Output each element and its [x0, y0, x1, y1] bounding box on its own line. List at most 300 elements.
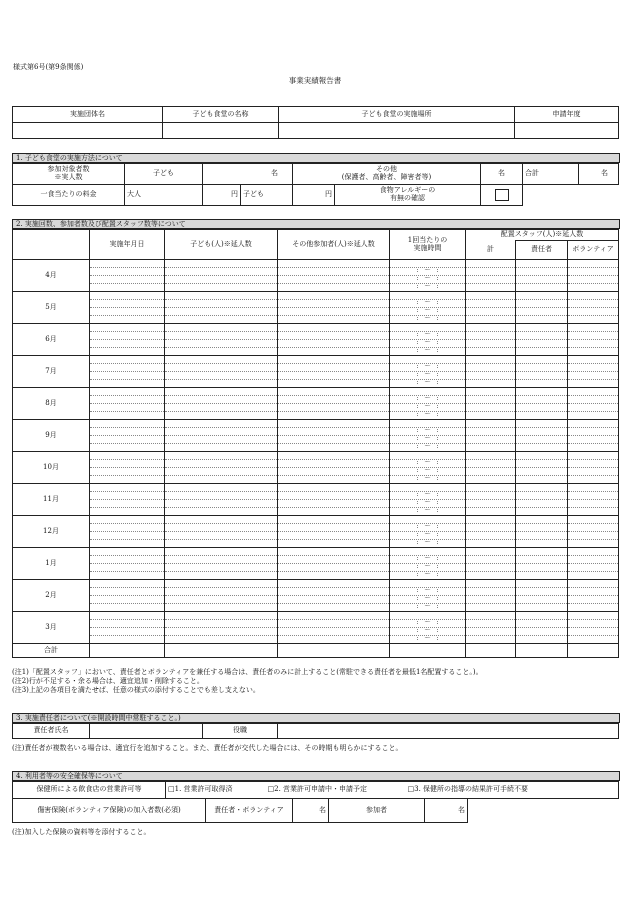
activity-cell[interactable] [466, 364, 516, 372]
activity-cell[interactable] [568, 516, 619, 524]
activity-cell[interactable] [278, 524, 390, 532]
time-field[interactable]: : 〜 : [390, 372, 466, 380]
activity-cell[interactable] [278, 260, 390, 268]
activity-cell[interactable] [165, 316, 278, 324]
activity-cell[interactable] [165, 428, 278, 436]
activity-cell[interactable] [165, 388, 278, 396]
activity-cell[interactable] [516, 364, 568, 372]
activity-cell[interactable] [516, 348, 568, 356]
activity-cell[interactable] [466, 516, 516, 524]
activity-cell[interactable] [568, 404, 619, 412]
activity-cell[interactable] [278, 500, 390, 508]
allergy-checkbox[interactable] [481, 185, 523, 206]
activity-cell[interactable] [466, 444, 516, 452]
activity-cell[interactable] [516, 460, 568, 468]
time-field[interactable]: : 〜 : [390, 284, 466, 292]
activity-cell[interactable] [466, 436, 516, 444]
activity-cell[interactable] [466, 268, 516, 276]
activity-cell[interactable] [516, 564, 568, 572]
activity-cell[interactable] [466, 564, 516, 572]
activity-cell[interactable] [516, 404, 568, 412]
activity-cell[interactable] [568, 260, 619, 268]
activity-cell[interactable] [568, 388, 619, 396]
activity-cell[interactable] [516, 276, 568, 284]
activity-cell[interactable] [516, 388, 568, 396]
activity-cell[interactable] [466, 540, 516, 548]
activity-cell[interactable] [165, 420, 278, 428]
time-field[interactable] [390, 580, 466, 588]
activity-cell[interactable] [516, 372, 568, 380]
activity-cell[interactable] [90, 340, 165, 348]
activity-cell[interactable] [165, 596, 278, 604]
activity-cell[interactable] [466, 284, 516, 292]
activity-cell[interactable] [516, 604, 568, 612]
activity-cell[interactable] [165, 628, 278, 636]
activity-cell[interactable] [516, 356, 568, 364]
activity-cell[interactable] [516, 452, 568, 460]
activity-cell[interactable] [466, 596, 516, 604]
activity-cell[interactable] [278, 612, 390, 620]
activity-cell[interactable] [278, 468, 390, 476]
activity-cell[interactable] [90, 620, 165, 628]
activity-cell[interactable] [165, 268, 278, 276]
time-field[interactable]: : 〜 : [390, 404, 466, 412]
activity-cell[interactable] [568, 572, 619, 580]
activity-cell[interactable] [90, 612, 165, 620]
activity-cell[interactable] [516, 436, 568, 444]
activity-cell[interactable] [90, 484, 165, 492]
child-count-unit[interactable]: 名 [203, 164, 293, 185]
activity-cell[interactable] [165, 572, 278, 580]
activity-cell[interactable] [90, 372, 165, 380]
time-field[interactable]: : 〜 : [390, 300, 466, 308]
activity-cell[interactable] [90, 476, 165, 484]
activity-cell[interactable] [165, 476, 278, 484]
activity-cell[interactable] [165, 612, 278, 620]
activity-cell[interactable] [90, 508, 165, 516]
activity-cell[interactable] [516, 316, 568, 324]
time-field[interactable]: : 〜 : [390, 444, 466, 452]
org-name-field[interactable] [13, 123, 163, 139]
activity-cell[interactable] [278, 388, 390, 396]
activity-cell[interactable] [278, 348, 390, 356]
time-field[interactable]: : 〜 : [390, 636, 466, 644]
activity-cell[interactable] [466, 580, 516, 588]
activity-cell[interactable] [165, 532, 278, 540]
activity-cell[interactable] [516, 556, 568, 564]
activity-cell[interactable] [278, 308, 390, 316]
activity-cell[interactable] [568, 452, 619, 460]
activity-cell[interactable] [568, 284, 619, 292]
time-field[interactable]: : 〜 : [390, 556, 466, 564]
activity-cell[interactable] [466, 532, 516, 540]
activity-cell[interactable] [278, 340, 390, 348]
resp-vol-count-unit[interactable]: 名 [293, 799, 329, 823]
total-cell[interactable] [568, 644, 619, 658]
activity-cell[interactable] [516, 612, 568, 620]
activity-cell[interactable] [90, 316, 165, 324]
activity-cell[interactable] [516, 420, 568, 428]
activity-cell[interactable] [568, 508, 619, 516]
activity-cell[interactable] [165, 324, 278, 332]
activity-cell[interactable] [516, 444, 568, 452]
activity-cell[interactable] [466, 628, 516, 636]
activity-cell[interactable] [466, 412, 516, 420]
activity-cell[interactable] [466, 620, 516, 628]
activity-cell[interactable] [466, 404, 516, 412]
activity-cell[interactable] [90, 548, 165, 556]
activity-cell[interactable] [466, 452, 516, 460]
checkbox-icon[interactable] [495, 189, 509, 201]
time-field[interactable]: : 〜 : [390, 492, 466, 500]
activity-cell[interactable] [568, 372, 619, 380]
activity-cell[interactable] [516, 260, 568, 268]
activity-cell[interactable] [278, 276, 390, 284]
activity-cell[interactable] [466, 420, 516, 428]
activity-cell[interactable] [278, 580, 390, 588]
total-cell[interactable] [90, 644, 165, 658]
activity-cell[interactable] [466, 380, 516, 388]
permit-option-2[interactable]: □2. 営業許可申請中・申請予定 [266, 782, 406, 799]
time-field[interactable]: : 〜 : [390, 380, 466, 388]
activity-cell[interactable] [466, 636, 516, 644]
activity-cell[interactable] [568, 532, 619, 540]
activity-cell[interactable] [466, 260, 516, 268]
time-field[interactable]: : 〜 : [390, 268, 466, 276]
time-field[interactable]: : 〜 : [390, 540, 466, 548]
activity-cell[interactable] [466, 300, 516, 308]
activity-cell[interactable] [466, 356, 516, 364]
activity-cell[interactable] [568, 620, 619, 628]
time-field[interactable]: : 〜 : [390, 588, 466, 596]
activity-cell[interactable] [278, 532, 390, 540]
activity-cell[interactable] [165, 348, 278, 356]
activity-cell[interactable] [90, 412, 165, 420]
activity-cell[interactable] [466, 292, 516, 300]
activity-cell[interactable] [568, 348, 619, 356]
activity-cell[interactable] [568, 596, 619, 604]
activity-cell[interactable] [90, 292, 165, 300]
total-cell[interactable] [165, 644, 278, 658]
activity-cell[interactable] [516, 308, 568, 316]
activity-cell[interactable] [568, 396, 619, 404]
activity-cell[interactable] [90, 364, 165, 372]
activity-cell[interactable] [165, 500, 278, 508]
activity-cell[interactable] [516, 516, 568, 524]
activity-cell[interactable] [466, 332, 516, 340]
activity-cell[interactable] [165, 396, 278, 404]
activity-cell[interactable] [568, 300, 619, 308]
time-field[interactable] [390, 388, 466, 396]
activity-cell[interactable] [516, 580, 568, 588]
activity-cell[interactable] [568, 524, 619, 532]
activity-cell[interactable] [165, 468, 278, 476]
activity-cell[interactable] [568, 356, 619, 364]
activity-cell[interactable] [516, 540, 568, 548]
activity-cell[interactable] [568, 340, 619, 348]
activity-cell[interactable] [516, 500, 568, 508]
activity-cell[interactable] [278, 460, 390, 468]
activity-cell[interactable] [568, 276, 619, 284]
child-price-unit[interactable]: 円 [293, 185, 335, 206]
time-field[interactable]: : 〜 : [390, 572, 466, 580]
activity-cell[interactable] [165, 444, 278, 452]
activity-cell[interactable] [466, 500, 516, 508]
activity-cell[interactable] [516, 340, 568, 348]
activity-cell[interactable] [568, 380, 619, 388]
activity-cell[interactable] [568, 436, 619, 444]
time-field[interactable]: : 〜 : [390, 476, 466, 484]
activity-cell[interactable] [278, 292, 390, 300]
time-field[interactable]: : 〜 : [390, 532, 466, 540]
activity-cell[interactable] [165, 588, 278, 596]
activity-cell[interactable] [568, 612, 619, 620]
activity-cell[interactable] [278, 508, 390, 516]
activity-cell[interactable] [568, 492, 619, 500]
activity-cell[interactable] [90, 300, 165, 308]
activity-cell[interactable] [568, 460, 619, 468]
time-field[interactable]: : 〜 : [390, 348, 466, 356]
activity-cell[interactable] [278, 412, 390, 420]
activity-cell[interactable] [90, 636, 165, 644]
activity-cell[interactable] [466, 492, 516, 500]
time-field[interactable]: : 〜 : [390, 308, 466, 316]
activity-cell[interactable] [568, 636, 619, 644]
time-field[interactable]: : 〜 : [390, 620, 466, 628]
activity-cell[interactable] [90, 532, 165, 540]
activity-cell[interactable] [516, 332, 568, 340]
time-field[interactable] [390, 612, 466, 620]
activity-cell[interactable] [466, 348, 516, 356]
total-cell[interactable] [466, 644, 516, 658]
time-field[interactable]: : 〜 : [390, 428, 466, 436]
activity-cell[interactable] [90, 628, 165, 636]
activity-cell[interactable] [165, 292, 278, 300]
activity-cell[interactable] [165, 364, 278, 372]
activity-cell[interactable] [466, 308, 516, 316]
activity-cell[interactable] [90, 596, 165, 604]
activity-cell[interactable] [568, 268, 619, 276]
total-count-unit[interactable]: 名 [579, 164, 619, 185]
activity-cell[interactable] [568, 580, 619, 588]
activity-cell[interactable] [90, 468, 165, 476]
activity-cell[interactable] [516, 284, 568, 292]
activity-cell[interactable] [90, 260, 165, 268]
activity-cell[interactable] [568, 292, 619, 300]
activity-cell[interactable] [278, 324, 390, 332]
time-field[interactable]: : 〜 : [390, 508, 466, 516]
activity-cell[interactable] [516, 524, 568, 532]
activity-cell[interactable] [90, 564, 165, 572]
time-field[interactable]: : 〜 : [390, 460, 466, 468]
activity-cell[interactable] [568, 500, 619, 508]
activity-cell[interactable] [165, 380, 278, 388]
activity-cell[interactable] [165, 452, 278, 460]
time-field[interactable]: : 〜 : [390, 316, 466, 324]
activity-cell[interactable] [90, 580, 165, 588]
time-field[interactable]: : 〜 : [390, 276, 466, 284]
activity-cell[interactable] [90, 428, 165, 436]
activity-cell[interactable] [165, 276, 278, 284]
activity-cell[interactable] [90, 308, 165, 316]
activity-cell[interactable] [278, 268, 390, 276]
activity-cell[interactable] [90, 324, 165, 332]
activity-cell[interactable] [165, 548, 278, 556]
activity-cell[interactable] [165, 540, 278, 548]
activity-cell[interactable] [90, 388, 165, 396]
activity-cell[interactable] [466, 612, 516, 620]
activity-cell[interactable] [165, 516, 278, 524]
activity-cell[interactable] [90, 420, 165, 428]
activity-cell[interactable] [278, 596, 390, 604]
time-field[interactable]: : 〜 : [390, 364, 466, 372]
time-field[interactable]: : 〜 : [390, 340, 466, 348]
activity-cell[interactable] [568, 564, 619, 572]
activity-cell[interactable] [90, 524, 165, 532]
activity-cell[interactable] [568, 556, 619, 564]
time-field[interactable] [390, 420, 466, 428]
activity-cell[interactable] [165, 636, 278, 644]
location-field[interactable] [279, 123, 515, 139]
activity-cell[interactable] [278, 476, 390, 484]
activity-cell[interactable] [516, 588, 568, 596]
activity-cell[interactable] [568, 540, 619, 548]
activity-cell[interactable] [568, 308, 619, 316]
time-field[interactable]: : 〜 : [390, 332, 466, 340]
activity-cell[interactable] [516, 380, 568, 388]
activity-cell[interactable] [516, 628, 568, 636]
activity-cell[interactable] [278, 516, 390, 524]
activity-cell[interactable] [165, 492, 278, 500]
activity-cell[interactable] [165, 356, 278, 364]
activity-cell[interactable] [466, 476, 516, 484]
activity-cell[interactable] [278, 428, 390, 436]
activity-cell[interactable] [516, 484, 568, 492]
activity-cell[interactable] [165, 332, 278, 340]
activity-cell[interactable] [466, 588, 516, 596]
activity-cell[interactable] [90, 516, 165, 524]
activity-cell[interactable] [516, 492, 568, 500]
time-field[interactable]: : 〜 : [390, 524, 466, 532]
activity-cell[interactable] [568, 588, 619, 596]
activity-cell[interactable] [165, 436, 278, 444]
activity-cell[interactable] [165, 524, 278, 532]
activity-cell[interactable] [165, 460, 278, 468]
activity-cell[interactable] [278, 636, 390, 644]
time-field[interactable] [390, 452, 466, 460]
activity-cell[interactable] [90, 436, 165, 444]
activity-cell[interactable] [90, 268, 165, 276]
activity-cell[interactable] [466, 340, 516, 348]
activity-cell[interactable] [568, 604, 619, 612]
activity-cell[interactable] [516, 268, 568, 276]
activity-cell[interactable] [278, 372, 390, 380]
activity-cell[interactable] [90, 588, 165, 596]
others-count-unit[interactable]: 名 [481, 164, 523, 185]
activity-cell[interactable] [568, 444, 619, 452]
responsible-name-field[interactable] [90, 724, 203, 739]
activity-cell[interactable] [516, 572, 568, 580]
activity-cell[interactable] [90, 452, 165, 460]
time-field[interactable]: : 〜 : [390, 436, 466, 444]
activity-cell[interactable] [516, 548, 568, 556]
activity-cell[interactable] [568, 420, 619, 428]
activity-cell[interactable] [516, 508, 568, 516]
activity-cell[interactable] [278, 588, 390, 596]
activity-cell[interactable] [466, 428, 516, 436]
time-field[interactable]: : 〜 : [390, 500, 466, 508]
year-field[interactable] [515, 123, 619, 139]
activity-cell[interactable] [165, 300, 278, 308]
activity-cell[interactable] [165, 404, 278, 412]
activity-cell[interactable] [278, 356, 390, 364]
activity-cell[interactable] [278, 620, 390, 628]
activity-cell[interactable] [516, 300, 568, 308]
activity-cell[interactable] [466, 604, 516, 612]
activity-cell[interactable] [516, 596, 568, 604]
activity-cell[interactable] [165, 260, 278, 268]
activity-cell[interactable] [90, 356, 165, 364]
activity-cell[interactable] [278, 564, 390, 572]
time-field[interactable] [390, 356, 466, 364]
activity-cell[interactable] [568, 484, 619, 492]
total-cell[interactable] [516, 644, 568, 658]
activity-cell[interactable] [278, 444, 390, 452]
activity-cell[interactable] [568, 324, 619, 332]
activity-cell[interactable] [568, 468, 619, 476]
activity-cell[interactable] [165, 620, 278, 628]
permit-option-3[interactable]: □3. 保健所の指導の結果許可手続不要 [406, 782, 619, 799]
activity-cell[interactable] [278, 300, 390, 308]
activity-cell[interactable] [278, 404, 390, 412]
activity-cell[interactable] [278, 420, 390, 428]
activity-cell[interactable] [466, 468, 516, 476]
activity-cell[interactable] [90, 276, 165, 284]
activity-cell[interactable] [90, 284, 165, 292]
activity-cell[interactable] [165, 580, 278, 588]
activity-cell[interactable] [516, 324, 568, 332]
activity-cell[interactable] [165, 340, 278, 348]
activity-cell[interactable] [165, 284, 278, 292]
activity-cell[interactable] [278, 548, 390, 556]
activity-cell[interactable] [466, 524, 516, 532]
time-field[interactable] [390, 260, 466, 268]
activity-cell[interactable] [278, 628, 390, 636]
activity-cell[interactable] [568, 412, 619, 420]
activity-cell[interactable] [278, 380, 390, 388]
activity-cell[interactable] [516, 532, 568, 540]
activity-cell[interactable] [90, 332, 165, 340]
activity-cell[interactable] [466, 388, 516, 396]
activity-cell[interactable] [466, 572, 516, 580]
activity-cell[interactable] [165, 412, 278, 420]
activity-cell[interactable] [278, 556, 390, 564]
activity-cell[interactable] [568, 628, 619, 636]
activity-cell[interactable] [90, 540, 165, 548]
activity-cell[interactable] [278, 364, 390, 372]
activity-cell[interactable] [466, 508, 516, 516]
activity-cell[interactable] [278, 604, 390, 612]
time-field[interactable]: : 〜 : [390, 468, 466, 476]
activity-cell[interactable] [90, 572, 165, 580]
time-field[interactable]: : 〜 : [390, 628, 466, 636]
activity-cell[interactable] [466, 556, 516, 564]
shokudo-name-field[interactable] [163, 123, 279, 139]
activity-cell[interactable] [278, 452, 390, 460]
activity-cell[interactable] [90, 556, 165, 564]
activity-cell[interactable] [568, 364, 619, 372]
activity-cell[interactable] [165, 484, 278, 492]
